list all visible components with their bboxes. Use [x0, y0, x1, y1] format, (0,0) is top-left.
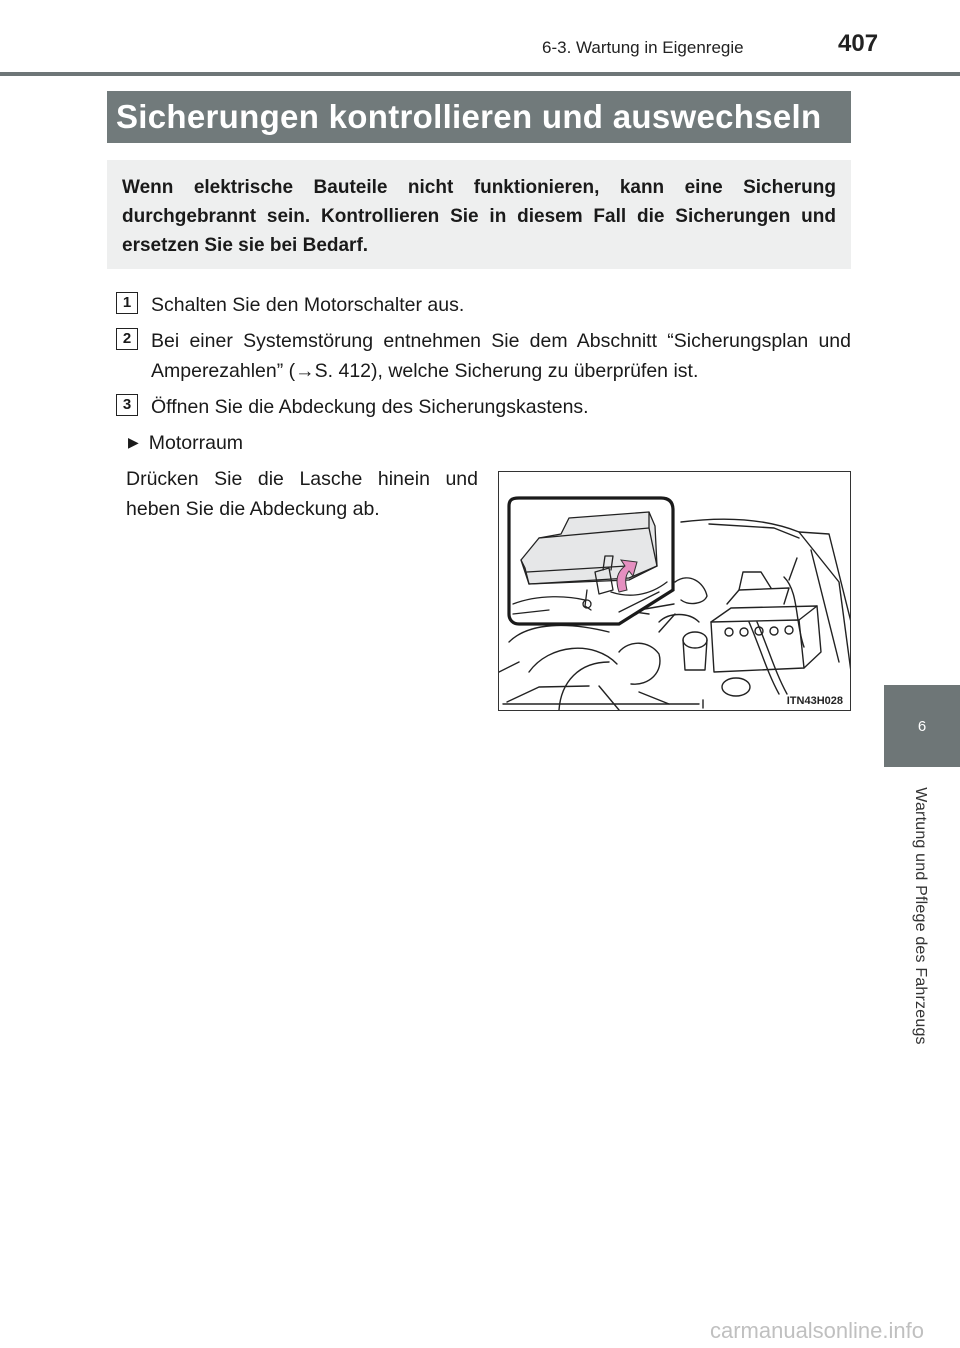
intro-box	[107, 160, 851, 269]
chapter-title: Wartung und Pflege des Fahrzeugs	[912, 787, 929, 1045]
engine-bay-illustration	[498, 471, 851, 711]
figure-code: ITN43H028	[786, 695, 843, 707]
watermark: carmanualsonline.info	[709, 1318, 924, 1343]
triangle-bullet-icon: ▶	[128, 434, 139, 450]
page-number: 407	[838, 30, 879, 57]
chapter-number: 6	[917, 717, 927, 735]
header-section-title: 6-3. Wartung in Eigenregie	[542, 38, 744, 57]
step-text: Schalten Sie den Motorschalter aus.	[151, 294, 465, 316]
page-title: Sicherungen kontrollieren und auswechseln	[116, 98, 822, 135]
step-number: 2	[116, 328, 138, 350]
title-bar	[107, 91, 851, 143]
subsection-heading	[128, 427, 243, 458]
step-text: Öffnen Sie die Abdeckung des Sicherungskastens.	[151, 396, 589, 418]
chapter-tab[interactable]	[884, 685, 960, 767]
intro-text: Wenn elektrische Bauteile nicht funktionieren, kann eine Sicherung durchgebrannt sein. Kontrollieren Sie in diesem Fall die Sicherungen und ersetzen Sie sie bei Bedarf.	[122, 177, 836, 256]
engine-bay-drawing	[499, 472, 851, 711]
header-divider	[0, 72, 960, 76]
step-number: 1	[116, 292, 138, 314]
instruction-text: Drücken Sie die Lasche hinein und heben Sie die Abdeckung ab.	[126, 468, 478, 520]
subsection-label: Motorraum	[148, 432, 244, 454]
step-text: Bei einer Systemstörung entnehmen Sie dem Abschnitt “Sicherungsplan und Amperezahlen” (→S. 412), welche Sicherung zu überprüfen ist.	[151, 330, 851, 382]
step-number: 3	[116, 394, 138, 416]
